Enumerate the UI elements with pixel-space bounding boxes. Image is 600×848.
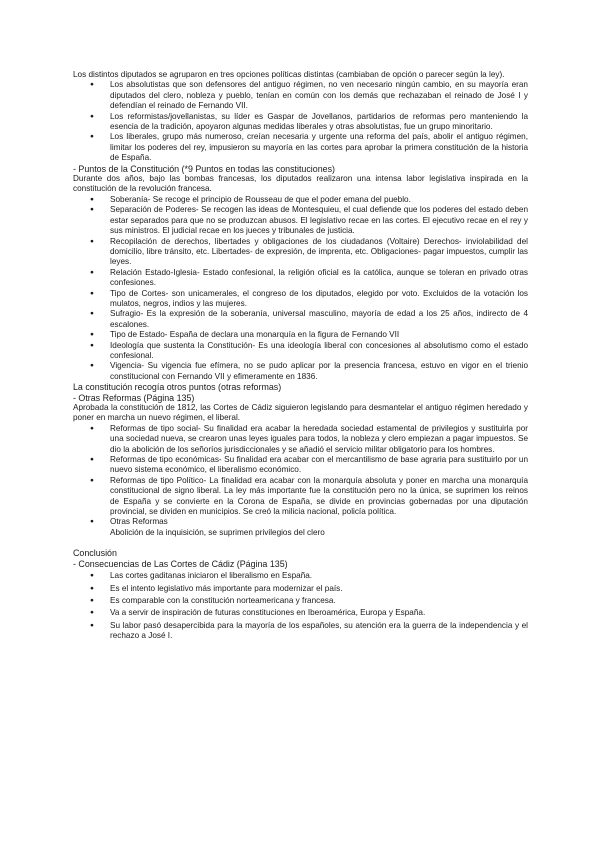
list-item: ● Ideología que sustenta la Constitución- Es una ideología liberal con concesiones al absolutismo como el estado confesional. [73,341,528,362]
list-item: ● Es el intento legislativo más importante para modernizar el país. [73,584,528,594]
list-item: ● Otras Reformas [73,517,528,527]
list-item-continuation: Abolición de la inquisición, se suprimen privilegios del clero [110,527,325,537]
spacer [73,538,528,548]
list-item: ● Los absolutistas que son defensores del antiguo régimen, no ven necesario ningún cambio, en su mayoría eran diputados del clero, nobleza y pueblo, tenían en común con los demás que rechazaban el reinado de José I y defendían el reinado de Fernando VII. [73,80,528,111]
otros-puntos-line: La constitución recogía otros puntos (otras reformas) [73,382,282,393]
reformas-list [73,424,528,538]
list-item: ● Los reformistas/jovellanistas, su líder es Gaspar de Jovellanos, partidarios de reformas pero manteniendo la esencia de la tradición, apoyaron algunas medidas liberales y otras absolutistas, fue un grupo minoritario. [73,112,528,133]
reformas-intro-paragraph: Aprobada la constitución de 1812, las Cortes de Cádiz siguieron legislando para desmantelar el antiguo régimen heredado y poner en marcha un nuevo régimen, el liberal. [73,403,528,423]
section-heading-consecuencias: - Consecuencias de Las Cortes de Cádiz (Página 135) [73,558,288,569]
list-item: ● Relación Estado-Iglesia- Estado confesional, la religión oficial es la católica, aunque se toleran en privado otras confesiones. [73,268,528,289]
conclusion-title: Conclusión [73,548,117,559]
list-item: ● Las cortes gaditanas iniciaron el liberalismo en España. [73,571,528,581]
list-item: ● Tipo de Estado- España de declara una monarquía en la figura de Fernando VII [73,330,528,340]
list-item: ● Reformas de tipo económicas- Su finalidad era acabar con el mercantilismo de base agraria para sustituirlo por un nuevo sistema económico, el liberalismo económico. [73,455,528,476]
puntos-intro-paragraph: Durante dos años, bajo las bombas francesas, los diputados realizaron una intensa labor legislativa inspirada en la constitución de la revolución francesa. [73,174,528,194]
list-item: ● Recopilación de derechos, libertades y obligaciones de los ciudadanos (Voltaire) Derechos- inviolabilidad del domicilio, libre tránsito, etc. Libertades- de expresión, de imprenta, etc. Obligaciones- pagar impuestos, cumplir las leyes. [73,237,528,268]
list-item: ● Es comparable con la constitución norteamericana y francesa. [73,596,528,606]
list-item: ● Reformas de tipo Político- La finalidad era acabar con la monarquía absoluta y poner en marcha una monarquía constitucional de signo liberal. La ley más importante fue la constitución pero no la única, se suprimen los reinos de España y se convierte en la Corona de España, se divide en provincias gobernadas por una diputación provincial, se dividen en municipios. Se creó la milicia nacional, policía política. [73,476,528,518]
section-heading-reformas: - Otras Reformas (Página 135) [73,392,195,403]
list-item: ● Va a servir de inspiración de futuras constituciones en Iberoamérica, Europa y España. [73,608,528,618]
section-heading-puntos: - Puntos de la Constitución (*9 Puntos en todas las constituciones) [73,163,335,174]
list-item: ● Su labor pasó desapercibida para la mayoría de los españoles, su atención era la guerra de la independencia y el rechazo a José I. [73,621,528,642]
puntos-list [73,195,528,382]
intro-paragraph: Los distintos diputados se agruparon en tres opciones políticas distintas (cambiaban de opción o parecer según la ley). [73,70,505,79]
groups-list [73,80,528,163]
list-item: ● Soberanía- Se recoge el principio de Rousseau de que el poder emana del pueblo. [73,195,528,205]
list-item: ● Reformas de tipo social- Su finalidad era acabar la heredada sociedad estamental de privilegios y sustituirla por una sociedad nueva, se crearon unas leyes iguales para todos, la nobleza y clero empiezan a pagar impuestos. Se dio la abolición de los señoríos jurisdiccionales y se añadió el servicio militar obligatorio para los hombres. [73,424,528,455]
list-item: ● Separación de Poderes- Se recogen las ideas de Montesquieu, el cual defiende que los poderes del estado deben estar separados para que no se produzcan abusos. El legislativo recae en las cortes. El ejecutivo recae en el rey y sus ministros. El judicial recae en los jueces y tribunales de justicia. [73,205,528,236]
list-item: ● Los liberales, grupo más numeroso, creían necesaria y urgente una reforma del país, abolir el antiguo régimen, limitar los poderes del rey, impusieron su mayoría en las cortes para aprobar la primera constitución de la historia de España. [73,132,528,163]
list-item: ● Tipo de Cortes- son unicamerales, el congreso de los diputados, elegido por voto. Excluidos de la votación los mulatos, negros, indios y las mujeres. [73,289,528,310]
list-item: ● Vigencia- Su vigencia fue efímera, no se pudo aplicar por la presencia francesa, estuvo en vigor en el trienio constitucional con Fernando VII y efimeramente en 1836. [73,361,528,382]
consecuencias-list [73,571,528,641]
list-item: ● Sufragio- Es la expresión de la soberanía, universal masculino, mayoría de edad a los 25 años, indirecto de 4 escalones. [73,309,528,330]
